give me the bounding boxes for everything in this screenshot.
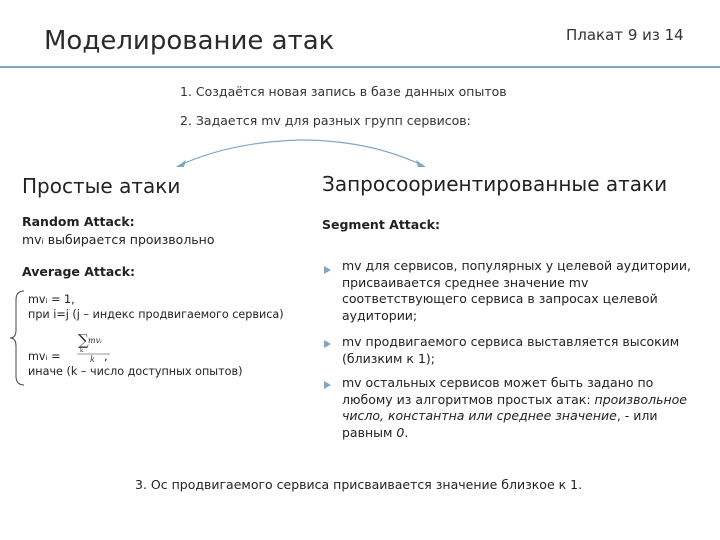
average-attack-title: Average Attack: [22,264,136,279]
formula-sum-index: k [80,348,84,354]
formula-numerator: mvᵢ [88,336,102,345]
formula-denominator: k [90,355,95,364]
case-brace [8,290,26,386]
case-2-line-1: mvᵢ = [28,350,61,363]
bullet-3-italic-2: 0 [396,424,405,440]
arrow-right-head [416,160,426,167]
arrow-right [300,140,424,166]
bullet-arrow-icon [324,266,331,274]
slide-counter: Плакат 9 из 14 [566,26,684,44]
random-attack-title: Random Attack: [22,214,135,229]
step-3-text: 3. Oc продвигаемого сервиса присваивается значение близкое к 1. [135,477,583,492]
case-2-comma: , [104,350,108,363]
segment-attack-title: Segment Attack: [322,217,440,232]
bullet-arrow-icon [324,381,331,389]
segment-bullet-1: mv для сервисов, популярных у целевой аудитории, присваивается среднее значение mv соответствующего сервиса в запросах целевой аудитории; [342,258,692,323]
bullet-3-end: . [404,424,409,440]
bullet-3-plain: mv остальных сервисов может быть задано по любому из алгоритмов простых атак: [342,375,654,407]
segment-bullet-3 [342,375,692,441]
case-1-line-2: при i=j (j – индекс продвигаемого сервиса) [28,308,284,321]
arrow-left [178,140,300,166]
step-2-text: 2. Задается mv для разных групп сервисов: [180,113,471,128]
bullet-3-mid: , - или равным [342,408,658,440]
step-1-text: 1. Создаётся новая запись в базе данных опытов [180,84,507,99]
bullet-3-italic-1: произвольное число, константна или среднее значение [342,391,687,423]
random-attack-desc: mvᵢ выбирается произвольно [22,232,215,247]
bullet-arrow-icon [324,340,331,348]
case-1-line-1: mvᵢ = 1, [28,293,75,306]
arrow-left-head [176,160,186,167]
header-divider [0,66,720,68]
query-attacks-heading: Запросоориентированные атаки [322,172,668,196]
case-2-line-2: иначе (k – число доступных опытов) [28,365,243,378]
page-title: Моделирование атак [44,26,335,56]
formula-sum: ∑ [78,331,89,349]
simple-attacks-heading: Простые атаки [22,174,181,198]
segment-bullet-2: mv продвигаемого сервиса выставляется высоким (близким к 1); [342,334,680,366]
